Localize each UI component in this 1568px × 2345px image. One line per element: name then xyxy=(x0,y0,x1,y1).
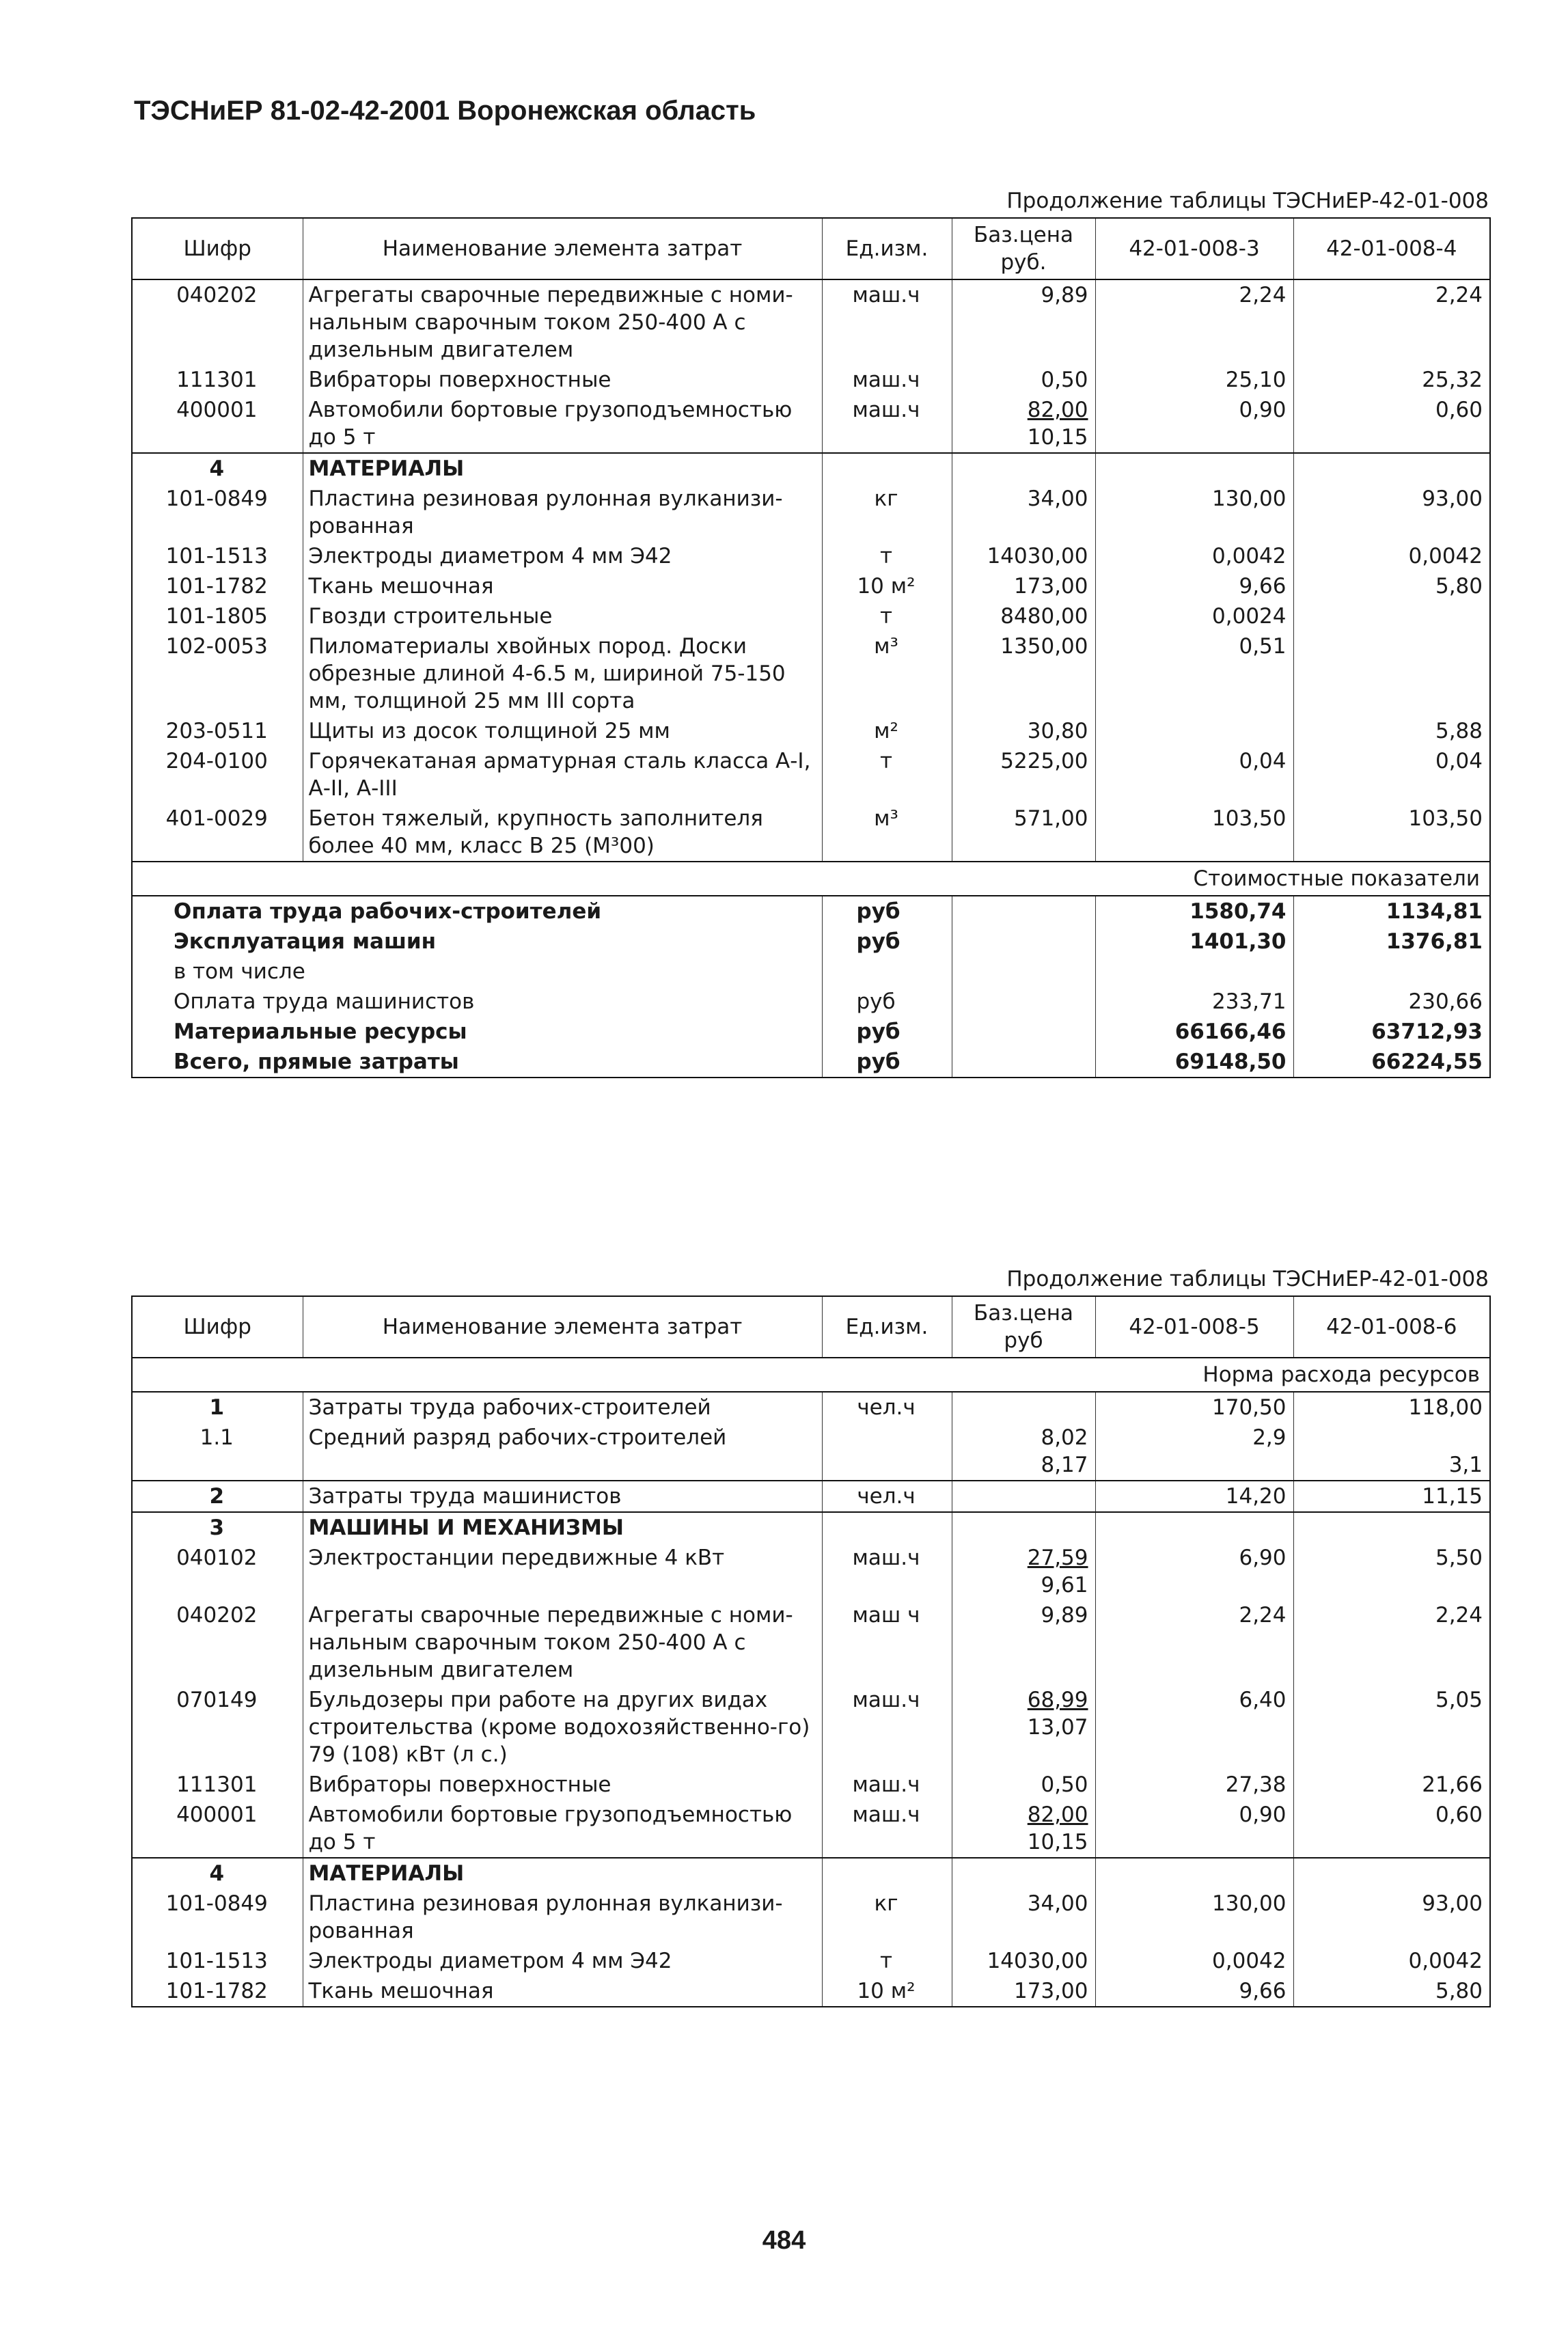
price-wages: 13,07 xyxy=(1027,1715,1088,1740)
summary-label: Материальные ресурсы xyxy=(174,1019,467,1044)
table1 xyxy=(131,217,1491,1078)
row-value-3: 0,90 xyxy=(1095,395,1293,453)
row-code: 101-1513 xyxy=(165,1949,268,1973)
row-value-4 xyxy=(1293,601,1490,631)
table-row xyxy=(132,746,1490,804)
row-price xyxy=(952,1685,1095,1770)
row-code: 2 xyxy=(132,1481,303,1512)
row-code: 101-1782 xyxy=(165,1979,268,2003)
row-price: 0,50 xyxy=(952,1770,1095,1800)
row-unit: 10 м² xyxy=(822,571,952,601)
summary-unit: руб xyxy=(822,896,952,927)
col-header-code: Шифр xyxy=(132,218,303,279)
row-unit: т xyxy=(822,1946,952,1976)
row-price: 34,00 xyxy=(952,1889,1095,1946)
table-row xyxy=(132,716,1490,746)
row-value-5: 0,90 xyxy=(1095,1800,1293,1858)
price-main: 82,00 xyxy=(1027,1802,1088,1827)
row-price: 9,89 xyxy=(952,279,1095,365)
row-value-3: 0,0024 xyxy=(1095,601,1293,631)
row-name: Вибраторы поверхностные xyxy=(303,1770,822,1800)
table-row xyxy=(132,1600,1490,1685)
resource-norms-label: Норма расхода ресурсов xyxy=(132,1358,1490,1392)
row-unit: маш.ч xyxy=(822,365,952,395)
row-value-6: 5,05 xyxy=(1293,1685,1490,1770)
table1-caption: Продолжение таблицы ТЭСНиЕР-42-01-008 xyxy=(1006,189,1489,213)
section-number: 4 xyxy=(132,453,303,484)
row-price: 34,00 xyxy=(952,484,1095,541)
row-price: 8480,00 xyxy=(952,601,1095,631)
row-unit: маш.ч xyxy=(822,279,952,365)
row-value-5: 27,38 xyxy=(1095,1770,1293,1800)
row-name: Электроды диаметром 4 мм Э42 xyxy=(303,1946,822,1976)
section-title: МАШИНЫ И МЕХАНИЗМЫ xyxy=(303,1512,822,1543)
row-name: Средний разряд рабочих-строителей xyxy=(303,1423,822,1481)
row-value-4: 5,80 xyxy=(1293,571,1490,601)
row-name: Пластина резиновая рулонная вулканизи-рованная xyxy=(303,1889,822,1946)
row-unit: чел.ч xyxy=(822,1481,952,1512)
row-value-6: 5,50 xyxy=(1293,1543,1490,1600)
row-name: Пластина резиновая рулонная вулканизи-рованная xyxy=(303,484,822,541)
summary-row xyxy=(132,1017,1490,1047)
price-main: 68,99 xyxy=(1027,1688,1088,1712)
price-wages: 10,15 xyxy=(1027,425,1088,450)
row-code: 101-0849 xyxy=(165,486,268,511)
row-value-5: 0,0042 xyxy=(1095,1946,1293,1976)
row-value-3: 0,0042 xyxy=(1095,541,1293,571)
summary-unit: руб xyxy=(822,1017,952,1047)
col-header-name: Наименование элемента затрат xyxy=(303,1296,822,1358)
table-row xyxy=(132,1392,1490,1423)
row-unit: т xyxy=(822,746,952,804)
col-header-variant-6: 42-01-008-6 xyxy=(1293,1296,1490,1358)
summary-label: Оплата труда рабочих-строителей xyxy=(174,899,602,924)
summary-row xyxy=(132,927,1490,957)
row-unit: маш.ч xyxy=(822,1800,952,1858)
table-row xyxy=(132,1976,1490,2007)
summary-unit: руб xyxy=(822,987,952,1017)
row-value-4 xyxy=(1293,631,1490,716)
row-name: Агрегаты сварочные передвижные с номи-нальным сварочным током 250-400 А с дизельным двигателем xyxy=(303,1600,822,1685)
row-unit: маш ч xyxy=(822,1600,952,1685)
row-code: 040202 xyxy=(176,283,258,307)
row-code: 101-1782 xyxy=(165,574,268,599)
row-value-6: 21,66 xyxy=(1293,1770,1490,1800)
row-value-3: 9,66 xyxy=(1095,571,1293,601)
row-name: Бульдозеры при работе на других видах строительства (кроме водохозяйственно-го) 79 (108) кВт (л с.) xyxy=(303,1685,822,1770)
row-code: 101-1513 xyxy=(165,544,268,568)
row-name: Электростанции передвижные 4 кВт xyxy=(303,1543,822,1600)
row-code: 111301 xyxy=(176,1772,258,1797)
row-value-6: 0,60 xyxy=(1293,1800,1490,1858)
row-value-6: 11,15 xyxy=(1293,1481,1490,1512)
price-a: 8,02 xyxy=(1041,1425,1088,1450)
summary-row xyxy=(132,896,1490,927)
row-value-3: 130,00 xyxy=(1095,484,1293,541)
summary-value-3: 233,71 xyxy=(1095,987,1293,1017)
row-value-3 xyxy=(1095,716,1293,746)
row-value-5: 14,20 xyxy=(1095,1481,1293,1512)
row-unit: м³ xyxy=(822,804,952,862)
row-price: 14030,00 xyxy=(952,1946,1095,1976)
row-code: 203-0511 xyxy=(165,719,268,743)
summary-value-4: 1134,81 xyxy=(1293,896,1490,927)
cost-indicators-band xyxy=(132,862,1490,896)
row-price: 0,50 xyxy=(952,365,1095,395)
row-name: Автомобили бортовые грузоподъемностью до 5 т xyxy=(303,1800,822,1858)
summary-value-4: 66224,55 xyxy=(1293,1047,1490,1078)
row-code: 401-0029 xyxy=(165,806,268,831)
row-value-3: 103,50 xyxy=(1095,804,1293,862)
row-value-5: 2,9 xyxy=(1095,1423,1293,1481)
row-name: Ткань мешочная xyxy=(303,1976,822,2007)
row-value-5: 6,90 xyxy=(1095,1543,1293,1600)
row-value-6: 93,00 xyxy=(1293,1889,1490,1946)
row-code: 1.1 xyxy=(200,1425,234,1450)
row-price: 9,89 xyxy=(952,1600,1095,1685)
section-row xyxy=(132,453,1490,484)
summary-value-4: 63712,93 xyxy=(1293,1017,1490,1047)
table-row xyxy=(132,1481,1490,1512)
resource-norms-band xyxy=(132,1358,1490,1392)
row-value-6: 5,80 xyxy=(1293,1976,1490,2007)
row-name: Затраты труда машинистов xyxy=(303,1481,822,1512)
table1-header-row xyxy=(132,218,1490,279)
row-unit: 10 м² xyxy=(822,1976,952,2007)
col-header-variant-5: 42-01-008-5 xyxy=(1095,1296,1293,1358)
row-value-4: 5,88 xyxy=(1293,716,1490,746)
summary-unit: руб xyxy=(822,1047,952,1078)
col-header-name: Наименование элемента затрат xyxy=(303,218,822,279)
row-value-6 xyxy=(1293,1423,1490,1481)
summary-value-3: 1401,30 xyxy=(1095,927,1293,957)
row-value-4: 25,32 xyxy=(1293,365,1490,395)
row-value-3: 0,51 xyxy=(1095,631,1293,716)
row-name: Пиломатериалы хвойных пород. Доски обрезные длиной 4-6.5 м, шириной 75-150 мм, толщиной 25 мм III сорта xyxy=(303,631,822,716)
row-unit: кг xyxy=(822,484,952,541)
col-header-price: Баз.цена руб. xyxy=(952,218,1095,279)
row-price: 173,00 xyxy=(952,1976,1095,2007)
table2-caption: Продолжение таблицы ТЭСНиЕР-42-01-008 xyxy=(1006,1267,1489,1291)
table-row xyxy=(132,1889,1490,1946)
row-unit: м² xyxy=(822,716,952,746)
section-row xyxy=(132,1512,1490,1543)
section-row xyxy=(132,1858,1490,1889)
table2-header-row xyxy=(132,1296,1490,1358)
table-row xyxy=(132,279,1490,365)
row-unit: маш.ч xyxy=(822,1543,952,1600)
row-code: 1 xyxy=(209,1395,225,1420)
row-price xyxy=(952,1543,1095,1600)
row-value-4: 93,00 xyxy=(1293,484,1490,541)
row-unit: м³ xyxy=(822,631,952,716)
row-name: Щиты из досок толщиной 25 мм xyxy=(303,716,822,746)
row-unit: маш.ч xyxy=(822,395,952,453)
row-code: 204-0100 xyxy=(165,749,268,773)
row-value-4: 103,50 xyxy=(1293,804,1490,862)
row-value-3: 2,24 xyxy=(1095,279,1293,365)
row-value-5: 2,24 xyxy=(1095,1600,1293,1685)
summary-unit: руб xyxy=(822,927,952,957)
row-price: 173,00 xyxy=(952,571,1095,601)
row-value-5: 9,66 xyxy=(1095,1976,1293,2007)
row-name: Затраты труда рабочих-строителей xyxy=(303,1392,822,1423)
row-code: 070149 xyxy=(176,1688,258,1712)
row-value-5: 170,50 xyxy=(1095,1392,1293,1423)
table-row xyxy=(132,541,1490,571)
table-row xyxy=(132,395,1490,453)
summary-value-4: 230,66 xyxy=(1293,987,1490,1017)
row-value-5: 6,40 xyxy=(1095,1685,1293,1770)
section-number: 4 xyxy=(132,1858,303,1889)
table-row xyxy=(132,1946,1490,1976)
row-value-4: 0,0042 xyxy=(1293,541,1490,571)
row-unit: чел.ч xyxy=(822,1392,952,1423)
col-header-unit: Ед.изм. xyxy=(822,1296,952,1358)
price-wages: 10,15 xyxy=(1027,1830,1088,1854)
row-unit: маш.ч xyxy=(822,1770,952,1800)
row-value-4: 2,24 xyxy=(1293,279,1490,365)
price-wages: 9,61 xyxy=(1041,1573,1088,1597)
row-name: Горячекатаная арматурная сталь класса А-I, А-II, А-III xyxy=(303,746,822,804)
row-value-6: 2,24 xyxy=(1293,1600,1490,1685)
row-code: 111301 xyxy=(176,368,258,392)
col-header-unit: Ед.изм. xyxy=(822,218,952,279)
table-row xyxy=(132,365,1490,395)
page-header-title: ТЭСНиЕР 81-02-42-2001 Воронежская область xyxy=(134,96,756,126)
summary-row xyxy=(132,987,1490,1017)
row-value-3: 25,10 xyxy=(1095,365,1293,395)
row-code: 040202 xyxy=(176,1603,258,1628)
row-unit: т xyxy=(822,541,952,571)
price-main: 82,00 xyxy=(1027,398,1088,422)
summary-value-3: 1580,74 xyxy=(1095,896,1293,927)
row-price: 1350,00 xyxy=(952,631,1095,716)
row-unit: т xyxy=(822,601,952,631)
row-code: 101-1805 xyxy=(165,604,268,629)
row-unit: маш.ч xyxy=(822,1685,952,1770)
row-code: 040102 xyxy=(176,1546,258,1570)
price-b: 8,17 xyxy=(1041,1453,1088,1477)
summary-value-3: 66166,46 xyxy=(1095,1017,1293,1047)
summary-value-4: 1376,81 xyxy=(1293,927,1490,957)
summary-value-4 xyxy=(1293,957,1490,987)
row-price xyxy=(952,1423,1095,1481)
row-code: 101-0849 xyxy=(165,1891,268,1916)
row-price: 30,80 xyxy=(952,716,1095,746)
row-value-4: 0,60 xyxy=(1293,395,1490,453)
row-name: Вибраторы поверхностные xyxy=(303,365,822,395)
row-value-6: 118,00 xyxy=(1293,1392,1490,1423)
row-name: Электроды диаметром 4 мм Э42 xyxy=(303,541,822,571)
row-code: 102-0053 xyxy=(165,634,268,659)
section-title: МАТЕРИАЛЫ xyxy=(303,1858,822,1889)
row-price: 571,00 xyxy=(952,804,1095,862)
section-number: 3 xyxy=(132,1512,303,1543)
summary-unit xyxy=(822,957,952,987)
row-price: 14030,00 xyxy=(952,541,1095,571)
row-unit: кг xyxy=(822,1889,952,1946)
col-header-variant-4: 42-01-008-4 xyxy=(1293,218,1490,279)
summary-value-3: 69148,50 xyxy=(1095,1047,1293,1078)
row-value-3: 0,04 xyxy=(1095,746,1293,804)
row-code: 400001 xyxy=(176,398,258,422)
summary-value-3 xyxy=(1095,957,1293,987)
row-code: 400001 xyxy=(176,1802,258,1827)
table2 xyxy=(131,1295,1491,2007)
row-value-6: 0,0042 xyxy=(1293,1946,1490,1976)
row-value-4: 0,04 xyxy=(1293,746,1490,804)
table-row xyxy=(132,1543,1490,1600)
row-value-5: 130,00 xyxy=(1095,1889,1293,1946)
summary-label: Оплата труда машинистов xyxy=(174,989,475,1014)
table-row xyxy=(132,484,1490,541)
summary-row xyxy=(132,1047,1490,1078)
table-row xyxy=(132,1685,1490,1770)
row-name: Ткань мешочная xyxy=(303,571,822,601)
row-name: Автомобили бортовые грузоподъемностью до 5 т xyxy=(303,395,822,453)
page-number: 484 xyxy=(762,2226,806,2255)
summary-label: Всего, прямые затраты xyxy=(174,1050,459,1074)
row-name: Гвозди строительные xyxy=(303,601,822,631)
table-row xyxy=(132,1800,1490,1858)
row-price xyxy=(952,1800,1095,1858)
row-name: Бетон тяжелый, крупность заполнителя более 40 мм, класс В 25 (М³00) xyxy=(303,804,822,862)
col-header-variant-3: 42-01-008-3 xyxy=(1095,218,1293,279)
col-header-code: Шифр xyxy=(132,1296,303,1358)
table-row xyxy=(132,571,1490,601)
row-price xyxy=(952,395,1095,453)
table-row xyxy=(132,601,1490,631)
row-value-6-b: 3,1 xyxy=(1448,1453,1483,1477)
table-row xyxy=(132,804,1490,862)
summary-label: в том числе xyxy=(174,959,305,984)
summary-label: Эксплуатация машин xyxy=(174,929,437,954)
cost-indicators-label: Стоимостные показатели xyxy=(132,862,1490,896)
row-price: 5225,00 xyxy=(952,746,1095,804)
price-main: 27,59 xyxy=(1027,1546,1088,1570)
col-header-price: Баз.цена руб xyxy=(952,1296,1095,1358)
section-title: МАТЕРИАЛЫ xyxy=(303,453,822,484)
table-row xyxy=(132,1423,1490,1481)
summary-row xyxy=(132,957,1490,987)
row-name: Агрегаты сварочные передвижные с номи-нальным сварочным током 250-400 А с дизельным двигателем xyxy=(303,279,822,365)
table-row xyxy=(132,1770,1490,1800)
table-row xyxy=(132,631,1490,716)
